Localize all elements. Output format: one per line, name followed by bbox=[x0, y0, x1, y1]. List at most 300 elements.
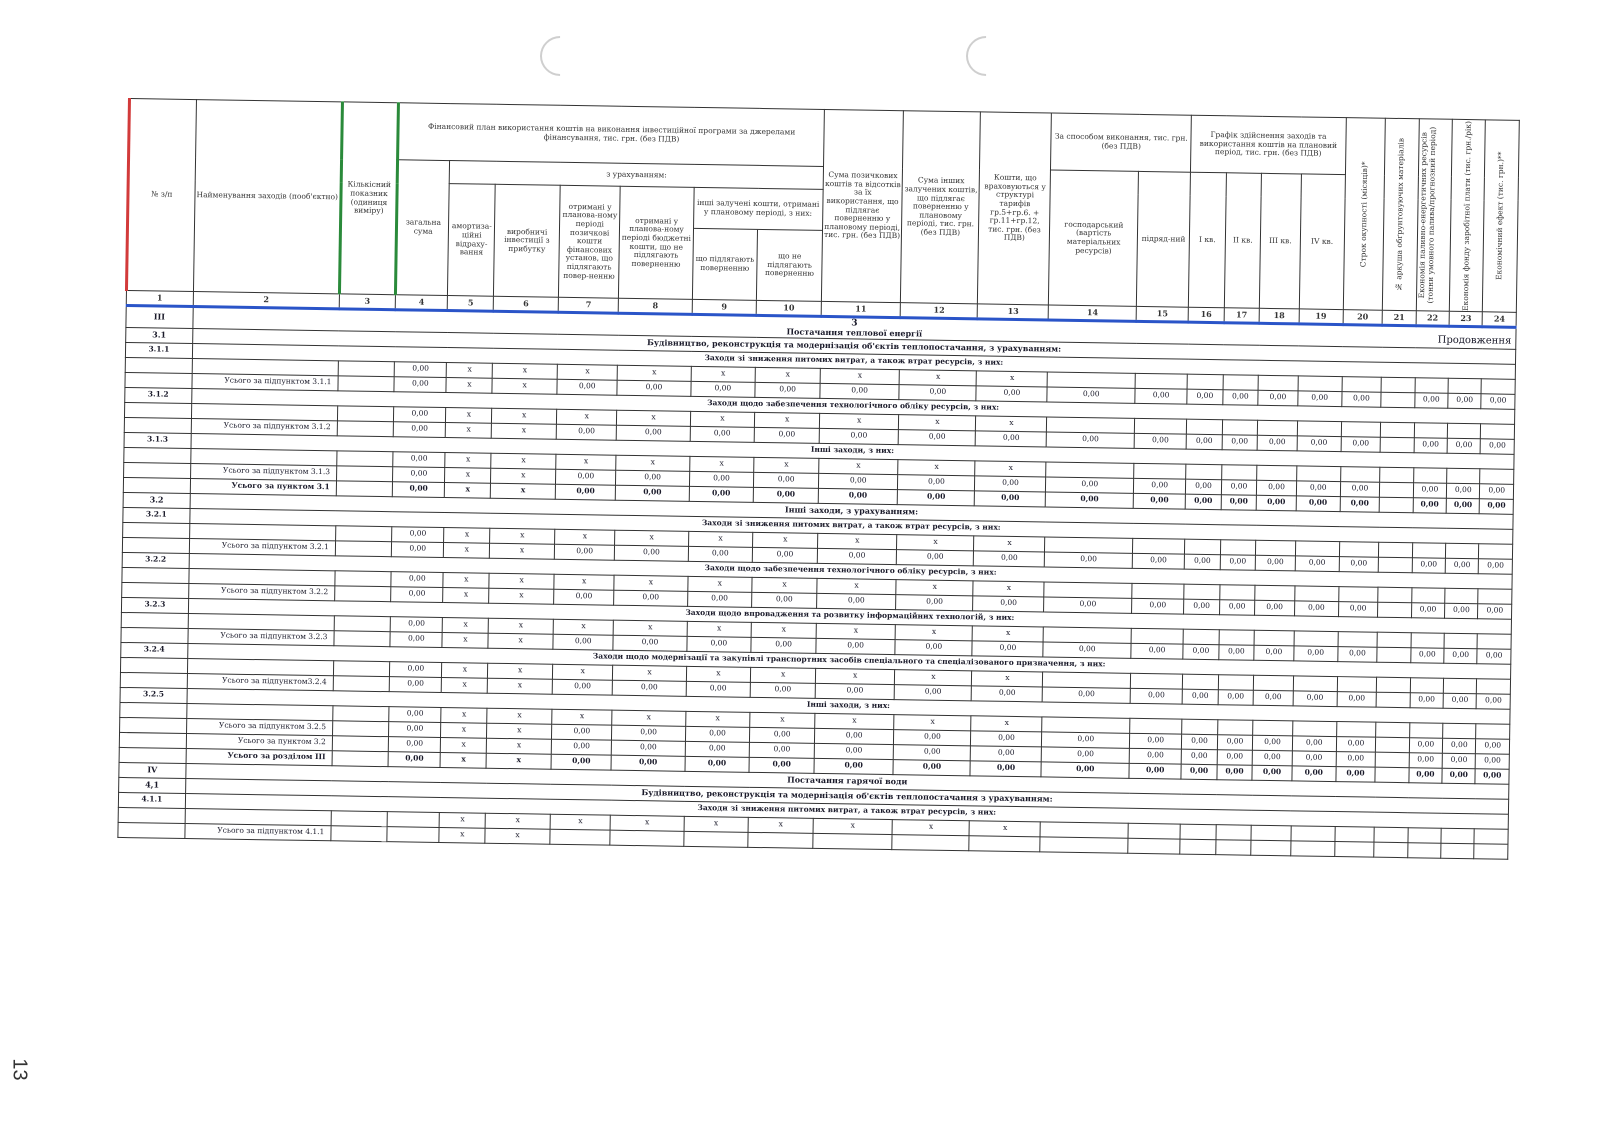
column-number: 3 bbox=[339, 294, 396, 310]
value-cell: x bbox=[444, 542, 490, 558]
qty-cell bbox=[334, 615, 391, 631]
value-cell: 0,00 bbox=[393, 466, 445, 482]
value-cell bbox=[1217, 719, 1253, 735]
value-cell: 0,00 bbox=[1256, 495, 1296, 511]
value-cell: x bbox=[616, 455, 689, 471]
value-cell bbox=[1474, 843, 1508, 859]
row-title: Інші заходи, з них: bbox=[191, 433, 1514, 469]
column-number: 2 bbox=[193, 292, 339, 309]
value-cell: 0,00 bbox=[1410, 692, 1444, 708]
value-cell: 0,00 bbox=[814, 728, 894, 744]
value-cell bbox=[1255, 585, 1295, 601]
value-cell: 0,00 bbox=[1481, 438, 1515, 454]
value-cell bbox=[1338, 586, 1378, 602]
value-cell: x bbox=[557, 364, 618, 380]
value-cell: 0,00 bbox=[1292, 750, 1336, 766]
value-cell bbox=[1411, 632, 1445, 648]
value-cell bbox=[1441, 843, 1475, 859]
row-number bbox=[120, 702, 187, 718]
value-cell bbox=[1481, 423, 1515, 439]
value-cell bbox=[1134, 418, 1186, 434]
value-cell: x bbox=[487, 678, 552, 694]
row-number bbox=[118, 822, 185, 838]
value-cell bbox=[1409, 722, 1443, 738]
value-cell bbox=[1341, 421, 1381, 437]
value-cell bbox=[1132, 583, 1184, 599]
value-cell bbox=[1380, 482, 1414, 498]
value-cell bbox=[1048, 372, 1136, 388]
value-cell bbox=[1447, 468, 1481, 484]
value-cell bbox=[1474, 828, 1508, 844]
header-other-sum: Сума інших залучених коштів, що підлягає поверненню у плановому періоді, тис. грн. (без ПДВ) bbox=[901, 111, 981, 304]
total-label: Усього за підпунктом 3.1.1 bbox=[192, 373, 338, 390]
table-header bbox=[126, 99, 1519, 328]
value-cell bbox=[1218, 674, 1254, 690]
value-cell: x bbox=[815, 668, 895, 684]
value-cell: 0,00 bbox=[1477, 693, 1511, 709]
header-econ-effect-text: Економічний ефект (тис. грн.)** bbox=[1494, 151, 1506, 281]
value-cell bbox=[1131, 628, 1183, 644]
value-cell: x bbox=[487, 708, 552, 724]
value-cell bbox=[1256, 540, 1296, 556]
value-cell bbox=[1408, 827, 1442, 843]
total-label: Усього за підпунктом3.2.4 bbox=[187, 673, 333, 690]
value-cell: 0,00 bbox=[970, 760, 1041, 776]
value-cell: x bbox=[492, 363, 557, 379]
qty-cell bbox=[331, 825, 388, 841]
column-number: 14 bbox=[1049, 305, 1137, 321]
value-cell: 0,00 bbox=[612, 725, 685, 741]
value-cell bbox=[1294, 630, 1338, 646]
value-cell: 0,00 bbox=[752, 592, 817, 608]
value-cell bbox=[1254, 675, 1294, 691]
value-cell: 0,00 bbox=[1220, 554, 1256, 570]
value-cell: 0,00 bbox=[388, 736, 440, 752]
value-cell: x bbox=[554, 574, 615, 590]
row-number bbox=[123, 522, 190, 538]
value-cell bbox=[1254, 630, 1294, 646]
investment-program-table bbox=[116, 98, 1519, 859]
value-cell bbox=[1378, 587, 1412, 603]
value-cell: 0,00 bbox=[1131, 643, 1183, 659]
row-title: Заходи щодо забезпечення технологічного обліку ресурсів, з них: bbox=[191, 388, 1514, 424]
value-cell bbox=[1407, 842, 1441, 858]
value-cell bbox=[1381, 392, 1415, 408]
value-cell: x bbox=[618, 365, 691, 381]
value-cell: x bbox=[439, 827, 485, 843]
value-cell: 0,00 bbox=[1337, 646, 1377, 662]
value-cell: 0,00 bbox=[750, 727, 815, 743]
total-label: Усього за підпунктом 3.2.5 bbox=[186, 718, 332, 735]
value-cell: 0,00 bbox=[1219, 599, 1255, 615]
value-cell bbox=[1219, 629, 1255, 645]
value-cell bbox=[1413, 467, 1447, 483]
row-number: 3.2 bbox=[123, 492, 190, 508]
value-cell: x bbox=[491, 468, 556, 484]
value-cell bbox=[1443, 723, 1477, 739]
value-cell: 0,00 bbox=[1132, 553, 1184, 569]
value-cell: x bbox=[813, 818, 893, 834]
value-cell bbox=[1253, 720, 1293, 736]
value-cell: 0,00 bbox=[1413, 482, 1447, 498]
value-cell: x bbox=[973, 580, 1044, 596]
value-cell: 0,00 bbox=[393, 451, 445, 467]
value-cell: 0,00 bbox=[685, 756, 750, 772]
value-cell: x bbox=[973, 625, 1044, 641]
value-cell: 0,00 bbox=[755, 382, 820, 398]
value-cell bbox=[1441, 828, 1475, 844]
value-cell: 0,00 bbox=[975, 490, 1046, 506]
header-schedule: Графік здійснення заходів та використання коштів на плановий період, тис. грн. (без ПДВ) bbox=[1191, 115, 1346, 174]
value-cell: 0,00 bbox=[1295, 555, 1339, 571]
value-cell bbox=[1046, 462, 1134, 478]
value-cell: 0,00 bbox=[814, 743, 894, 759]
value-cell: 0,00 bbox=[686, 681, 751, 697]
header-col-name: Найменування заходів (пооб'єктно) bbox=[193, 100, 342, 294]
value-cell bbox=[1445, 588, 1479, 604]
row-number bbox=[124, 462, 191, 478]
value-cell bbox=[1443, 678, 1477, 694]
value-cell: x bbox=[617, 410, 690, 426]
value-cell: 0,00 bbox=[749, 742, 814, 758]
value-cell: 0,00 bbox=[1184, 554, 1220, 570]
row-title: Будівництво, реконструкція та модернізація об'єктів теплопостачання з урахуванням: bbox=[185, 778, 1508, 814]
value-cell: x bbox=[895, 624, 972, 640]
value-cell: 0,00 bbox=[1446, 483, 1480, 499]
value-cell bbox=[1411, 587, 1445, 603]
value-cell: 0,00 bbox=[1252, 765, 1292, 781]
qty-cell bbox=[337, 405, 394, 421]
value-cell bbox=[1292, 720, 1336, 736]
value-cell: 0,00 bbox=[555, 484, 616, 500]
value-cell bbox=[1258, 375, 1298, 391]
value-cell bbox=[1374, 842, 1408, 858]
value-cell: x bbox=[491, 423, 556, 439]
value-cell: x bbox=[492, 408, 557, 424]
value-cell: 0,00 bbox=[1253, 690, 1293, 706]
value-cell: 0,00 bbox=[898, 474, 975, 490]
column-number: 6 bbox=[493, 296, 558, 312]
value-cell bbox=[1477, 678, 1511, 694]
value-cell bbox=[1251, 825, 1291, 841]
value-cell: 0,00 bbox=[611, 755, 684, 771]
value-cell: 0,00 bbox=[1132, 598, 1184, 614]
column-number: 18 bbox=[1259, 308, 1299, 324]
value-cell: 0,00 bbox=[554, 544, 615, 560]
value-cell: 0,00 bbox=[814, 758, 894, 774]
value-cell: x bbox=[684, 816, 749, 832]
value-cell: 0,00 bbox=[616, 485, 689, 501]
header-q4: ІV кв. bbox=[1299, 174, 1345, 310]
value-cell: 0,00 bbox=[687, 591, 752, 607]
value-cell: 0,00 bbox=[1129, 733, 1181, 749]
header-justify bbox=[1383, 118, 1419, 311]
value-cell: 0,00 bbox=[1297, 435, 1341, 451]
value-cell: x bbox=[971, 715, 1042, 731]
value-cell: 0,00 bbox=[689, 471, 754, 487]
value-cell: x bbox=[446, 407, 492, 423]
value-cell: x bbox=[445, 452, 491, 468]
row-number bbox=[124, 402, 191, 418]
value-cell: x bbox=[815, 713, 895, 729]
value-cell: x bbox=[615, 530, 688, 546]
value-cell: 0,00 bbox=[1217, 764, 1253, 780]
row-number bbox=[122, 537, 189, 553]
header-returnable: що підлягають поверненню bbox=[692, 229, 758, 300]
value-cell bbox=[1187, 419, 1223, 435]
value-cell: x bbox=[444, 527, 490, 543]
value-cell bbox=[1220, 539, 1256, 555]
value-cell: 0,00 bbox=[898, 429, 975, 445]
value-cell: 0,00 bbox=[1413, 497, 1447, 513]
value-cell: x bbox=[486, 753, 551, 769]
value-cell: x bbox=[895, 669, 972, 685]
column-number: 23 bbox=[1449, 311, 1483, 327]
row-number bbox=[123, 477, 190, 493]
row-number bbox=[118, 807, 185, 823]
value-cell: x bbox=[752, 577, 817, 593]
value-cell: x bbox=[614, 620, 687, 636]
value-cell bbox=[1044, 581, 1132, 597]
column-number: 4 bbox=[395, 295, 447, 311]
value-cell: 0,00 bbox=[557, 379, 618, 395]
value-cell: 0,00 bbox=[1414, 392, 1448, 408]
value-cell: x bbox=[485, 828, 550, 844]
value-cell: 0,00 bbox=[819, 428, 899, 444]
value-cell: 0,00 bbox=[613, 680, 686, 696]
section-label: 3 bbox=[851, 318, 858, 329]
page-number: 13 bbox=[8, 1058, 31, 1081]
value-cell bbox=[1293, 675, 1337, 691]
value-cell: 0,00 bbox=[1478, 603, 1512, 619]
value-cell: 0,00 bbox=[1443, 693, 1477, 709]
value-cell: 0,00 bbox=[1448, 393, 1482, 409]
value-cell bbox=[1338, 631, 1378, 647]
column-number: 17 bbox=[1224, 308, 1260, 324]
qty-cell bbox=[337, 450, 394, 466]
value-cell: x bbox=[819, 413, 899, 429]
value-cell bbox=[1448, 378, 1482, 394]
qty-cell bbox=[332, 750, 389, 766]
value-cell: 0,00 bbox=[1340, 496, 1380, 512]
value-cell: x bbox=[898, 459, 975, 475]
value-cell: x bbox=[441, 707, 487, 723]
value-cell: 0,00 bbox=[895, 639, 972, 655]
value-cell: x bbox=[820, 368, 900, 384]
value-cell: 0,00 bbox=[1409, 737, 1443, 753]
value-cell: 0,00 bbox=[1217, 749, 1253, 765]
value-cell: 0,00 bbox=[1218, 689, 1254, 705]
header-econ-effect bbox=[1483, 120, 1520, 313]
value-cell bbox=[1377, 677, 1411, 693]
value-cell: x bbox=[687, 576, 752, 592]
punch-hole-left bbox=[532, 28, 589, 85]
value-cell: 0,00 bbox=[1292, 735, 1336, 751]
value-cell: 0,00 bbox=[753, 487, 818, 503]
value-cell bbox=[1183, 629, 1219, 645]
value-cell: x bbox=[490, 543, 555, 559]
value-cell: x bbox=[440, 752, 486, 768]
column-number: 9 bbox=[692, 299, 757, 315]
value-cell: 0,00 bbox=[551, 724, 612, 740]
value-cell: 0,00 bbox=[1336, 751, 1376, 767]
value-cell: 0,00 bbox=[1336, 736, 1376, 752]
value-cell: x bbox=[817, 533, 897, 549]
value-cell bbox=[1257, 465, 1297, 481]
header-budget-funds: отримані у планова-ному періоді бюджетні кошти, що не підлягають поверненню bbox=[619, 186, 694, 299]
value-cell: 0,00 bbox=[690, 381, 755, 397]
value-cell: 0,00 bbox=[1409, 752, 1443, 768]
value-cell bbox=[1378, 602, 1412, 618]
value-cell: x bbox=[690, 411, 755, 427]
value-cell: 0,00 bbox=[1135, 388, 1187, 404]
header-wage-econ bbox=[1449, 119, 1485, 312]
column-number: 21 bbox=[1382, 310, 1416, 326]
row-number bbox=[120, 672, 187, 688]
value-cell: 0,00 bbox=[615, 545, 688, 561]
value-cell bbox=[1295, 585, 1339, 601]
value-cell: 0,00 bbox=[1133, 493, 1185, 509]
value-cell: x bbox=[441, 722, 487, 738]
qty-cell bbox=[333, 660, 390, 676]
value-cell: 0,00 bbox=[1340, 481, 1380, 497]
value-cell: 0,00 bbox=[1222, 434, 1258, 450]
value-cell: 0,00 bbox=[1134, 433, 1186, 449]
value-cell: 0,00 bbox=[1181, 749, 1217, 765]
value-cell: 0,00 bbox=[394, 376, 446, 392]
value-cell: 0,00 bbox=[1133, 478, 1185, 494]
header-justify-text: № аркуша обґрунтовуючих матеріалів bbox=[1394, 137, 1406, 292]
value-cell: 0,00 bbox=[894, 684, 971, 700]
value-cell: 0,00 bbox=[1253, 735, 1293, 751]
value-cell bbox=[1219, 584, 1255, 600]
row-title: Будівництво, реконструкція та модернізація об'єктів теплопостачання, з урахуванням: bbox=[192, 328, 1515, 364]
value-cell bbox=[1297, 420, 1341, 436]
value-cell: 0,00 bbox=[1182, 689, 1218, 705]
value-cell: 0,00 bbox=[1181, 764, 1217, 780]
header-col-qty: Кількісний показник (одиниця виміру) bbox=[339, 102, 398, 295]
value-cell: 0,00 bbox=[1442, 753, 1476, 769]
row-number: 4,1 bbox=[119, 777, 186, 793]
value-cell: 0,00 bbox=[1341, 436, 1381, 452]
value-cell bbox=[1446, 543, 1480, 559]
row-number: 4.1.1 bbox=[118, 792, 185, 808]
value-cell bbox=[1376, 722, 1410, 738]
value-cell: 0,00 bbox=[1221, 479, 1257, 495]
value-cell: 0,00 bbox=[1257, 480, 1297, 496]
row-number: IV bbox=[119, 762, 186, 778]
value-cell: 0,00 bbox=[1042, 731, 1130, 747]
header-fuel-econ bbox=[1416, 119, 1452, 312]
row-title: Заходи зі зниження питомих витрат, а також втрат ресурсів, з них: bbox=[190, 508, 1513, 544]
row-number bbox=[125, 372, 192, 388]
qty-cell bbox=[336, 480, 393, 496]
value-cell bbox=[1251, 840, 1291, 856]
value-cell: 0,00 bbox=[392, 526, 444, 542]
value-cell bbox=[969, 835, 1040, 851]
value-cell: 0,00 bbox=[749, 757, 814, 773]
header-q2: ІІ кв. bbox=[1224, 173, 1262, 309]
row-title: Заходи зі зниження питомих витрат, а також втрат ресурсів, з них: bbox=[192, 343, 1515, 379]
value-cell: x bbox=[691, 366, 756, 382]
value-cell: 0,00 bbox=[392, 481, 444, 497]
value-cell: x bbox=[750, 712, 815, 728]
column-number: 7 bbox=[558, 297, 619, 313]
header-col-num: № з/п bbox=[126, 99, 196, 292]
value-cell: 0,00 bbox=[972, 640, 1043, 656]
value-cell bbox=[1184, 584, 1220, 600]
header-contract: підряд-ний bbox=[1136, 171, 1190, 307]
header-q1: І кв. bbox=[1189, 172, 1227, 308]
value-cell: 0,00 bbox=[1129, 763, 1181, 779]
qty-cell bbox=[335, 570, 392, 586]
row-number: 3.2.4 bbox=[121, 642, 188, 658]
value-cell: x bbox=[612, 710, 685, 726]
value-cell bbox=[1375, 767, 1409, 783]
value-cell: x bbox=[613, 665, 686, 681]
value-cell bbox=[1135, 373, 1187, 389]
value-cell bbox=[1295, 540, 1339, 556]
row-number bbox=[119, 747, 186, 763]
value-cell bbox=[892, 834, 969, 850]
value-cell: x bbox=[896, 579, 973, 595]
value-cell bbox=[1043, 671, 1131, 687]
value-cell: 0,00 bbox=[556, 424, 617, 440]
value-cell: 0,00 bbox=[614, 590, 687, 606]
value-cell: 0,00 bbox=[1254, 645, 1294, 661]
value-cell bbox=[748, 832, 813, 848]
value-cell: 0,00 bbox=[685, 741, 750, 757]
value-cell bbox=[1187, 374, 1223, 390]
header-loan-sum: Сума позичкових коштів та відсотків за їх використання, що підлягає поверненню у плановому періоді, тис. грн. (без ПДВ) bbox=[821, 109, 903, 302]
value-cell bbox=[1337, 676, 1377, 692]
value-cell: 0,00 bbox=[1480, 483, 1514, 499]
column-number: 24 bbox=[1483, 312, 1517, 328]
value-cell: 0,00 bbox=[390, 631, 442, 647]
value-cell bbox=[1215, 839, 1251, 855]
value-cell: 0,00 bbox=[1442, 768, 1476, 784]
value-cell: x bbox=[969, 820, 1040, 836]
value-cell: 0,00 bbox=[1475, 768, 1509, 784]
header-other-attr: інші залучені кошти, отримані у плановому періоді, з них: bbox=[694, 188, 823, 231]
value-cell: 0,00 bbox=[1258, 390, 1298, 406]
value-cell bbox=[683, 831, 748, 847]
value-cell bbox=[1376, 692, 1410, 708]
value-cell: 0,00 bbox=[972, 685, 1043, 701]
value-cell: x bbox=[439, 812, 485, 828]
value-cell: x bbox=[487, 738, 552, 754]
row-title: Заходи щодо модернізації та закупівлі транспортних засобів спеціального та спеціалізованого призначення, з них: bbox=[187, 643, 1510, 679]
value-cell: 0,00 bbox=[389, 676, 441, 692]
row-number: 3.2.2 bbox=[122, 552, 189, 568]
value-cell bbox=[1381, 377, 1415, 393]
value-cell bbox=[1042, 716, 1130, 732]
total-label: Усього за пунктом 3.2 bbox=[186, 733, 332, 750]
row-number bbox=[122, 582, 189, 598]
value-cell: x bbox=[755, 412, 820, 428]
value-cell: 0,00 bbox=[1252, 750, 1292, 766]
value-cell: 0,00 bbox=[1337, 691, 1377, 707]
qty-cell bbox=[332, 720, 389, 736]
row-number bbox=[120, 657, 187, 673]
row-number: 3.1.1 bbox=[125, 342, 192, 358]
value-cell: x bbox=[442, 662, 488, 678]
total-label: Усього за розділом III bbox=[186, 748, 332, 765]
value-cell: 0,00 bbox=[1445, 603, 1479, 619]
value-cell: x bbox=[972, 670, 1043, 686]
value-cell: x bbox=[441, 737, 487, 753]
value-cell: 0,00 bbox=[1219, 644, 1255, 660]
